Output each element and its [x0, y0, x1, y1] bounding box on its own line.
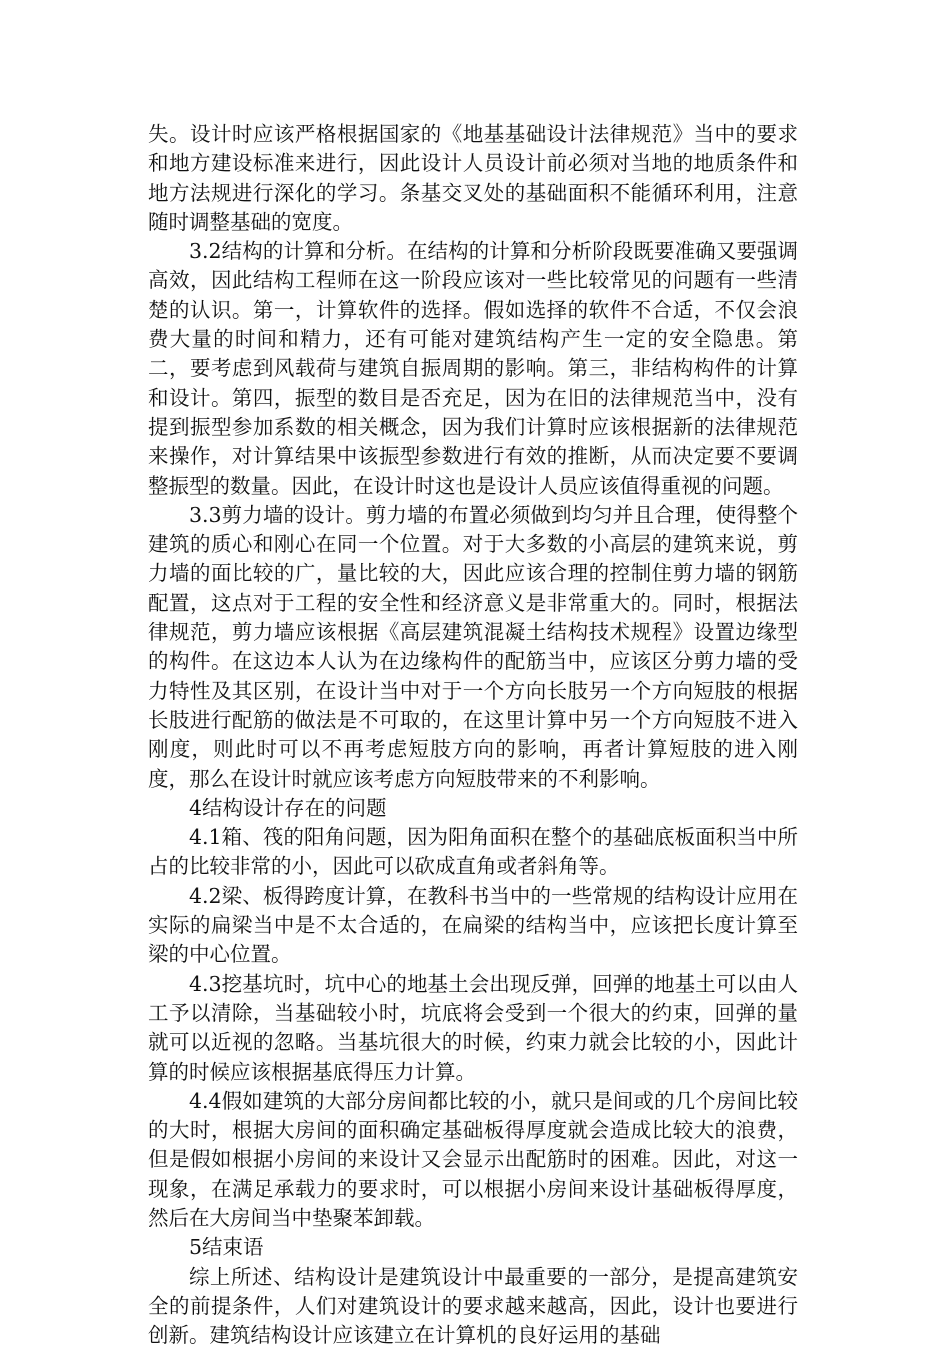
section-heading-5: 5结束语: [189, 1235, 264, 1260]
paragraph-3-3-shear-wall-design: 3.3剪力墙的设计。剪力墙的布置必须做到均匀并且合理，使得整个建筑的质心和刚心在同一个位置。对于大多数的小高层的建筑来说，剪力墙的面比较的广，量比较的大，因此应该合理的控制住剪力墙的钢筋配置，这点对于工程的安全性和经济意义是非常重大的。同时，根据法律规范，剪力墙应该根据《高层建筑混凝土结构技术规程》设置边缘型的构件。在这边本人认为在边缘构件的配筋当中，应该区分剪力墙的受力特性及其区别，在设计当中对于一个方向长肢另一个方向短肢的根据长肢进行配筋的做法是不可取的，在这里计算中另一个方向短肢不进入刚度，则此时可以不再考虑短肢方向的影响，再者计算短肢的进入刚度，那么在设计时就应该考虑方向短肢带来的不利影响。: [148, 502, 798, 791]
paragraph-4-4: 4.4假如建筑的大部分房间都比较的小，就只是间或的几个房间比较的大时，根据大房间的面积确定基础板得厚度就会造成比较大的浪费，但是假如根据小房间的来设计又会显示出配筋时的困难。因此，对这一现象，在满足承载力的要求时，可以根据小房间来设计基础板得厚度，然后在大房间当中垫聚苯卸载。: [148, 1088, 798, 1230]
paragraph-conclusion: 综上所述、结构设计是建筑设计中最重要的一部分，是提高建筑安全的前提条件，人们对建筑设计的要求越来越高，因此，设计也要进行创新。建筑结构设计应该建立在计算机的良好运用的基础: [148, 1264, 798, 1348]
paragraph-4-3: 4.3挖基坑时，坑中心的地基土会出现反弹，回弹的地基土可以由人工予以清除，当基础较小时，坑底将会受到一个很大的约束，回弹的量就可以近视的忽略。当基坑很大的时候，约束力就会比较的小，因此计算的时候应该根据基底得压力计算。: [148, 971, 798, 1084]
paragraph-continuation: 失。设计时应该严格根据国家的《地基基础设计法律规范》当中的要求和地方建设标准来进行，因此设计人员设计前必须对当地的地质条件和地方法规进行深化的学习。条基交叉处的基础面积不能循环利用，注意随时调整基础的宽度。: [148, 122, 798, 234]
paragraph-4-1: 4.1箱、筏的阳角问题，因为阳角面积在整个的基础底板面积当中所占的比较非常的小，因此可以砍成直角或者斜角等。: [148, 825, 798, 879]
document-body: [148, 120, 798, 1350]
paragraph-3-2-structural-calculation: 3.2结构的计算和分析。在结构的计算和分析阶段既要准确又要强调高效，因此结构工程师在这一阶段应该对一些比较常见的问题有一些清楚的认识。第一，计算软件的选择。假如选择的软件不合适，不仅会浪费大量的时间和精力，还有可能对建筑结构产生一定的安全隐患。第二，要考虑到风载荷与建筑自振周期的影响。第三，非结构构件的计算和设计。第四，振型的数目是否充足，因为在旧的法律规范当中，没有提到振型参加系数的相关概念，因为我们计算时应该根据新的法律规范来操作，对计算结果中该振型参数进行有效的推断，从而决定要不要调整振型的数量。因此，在设计时这也是设计人员应该值得重视的问题。: [148, 239, 798, 498]
paragraph-4-2: 4.2梁、板得跨度计算，在教科书当中的一些常规的结构设计应用在实际的扁梁当中是不太合适的，在扁梁的结构当中，应该把长度计算至梁的中心位置。: [148, 883, 798, 967]
section-heading-4: 4结构设计存在的问题: [189, 795, 387, 820]
